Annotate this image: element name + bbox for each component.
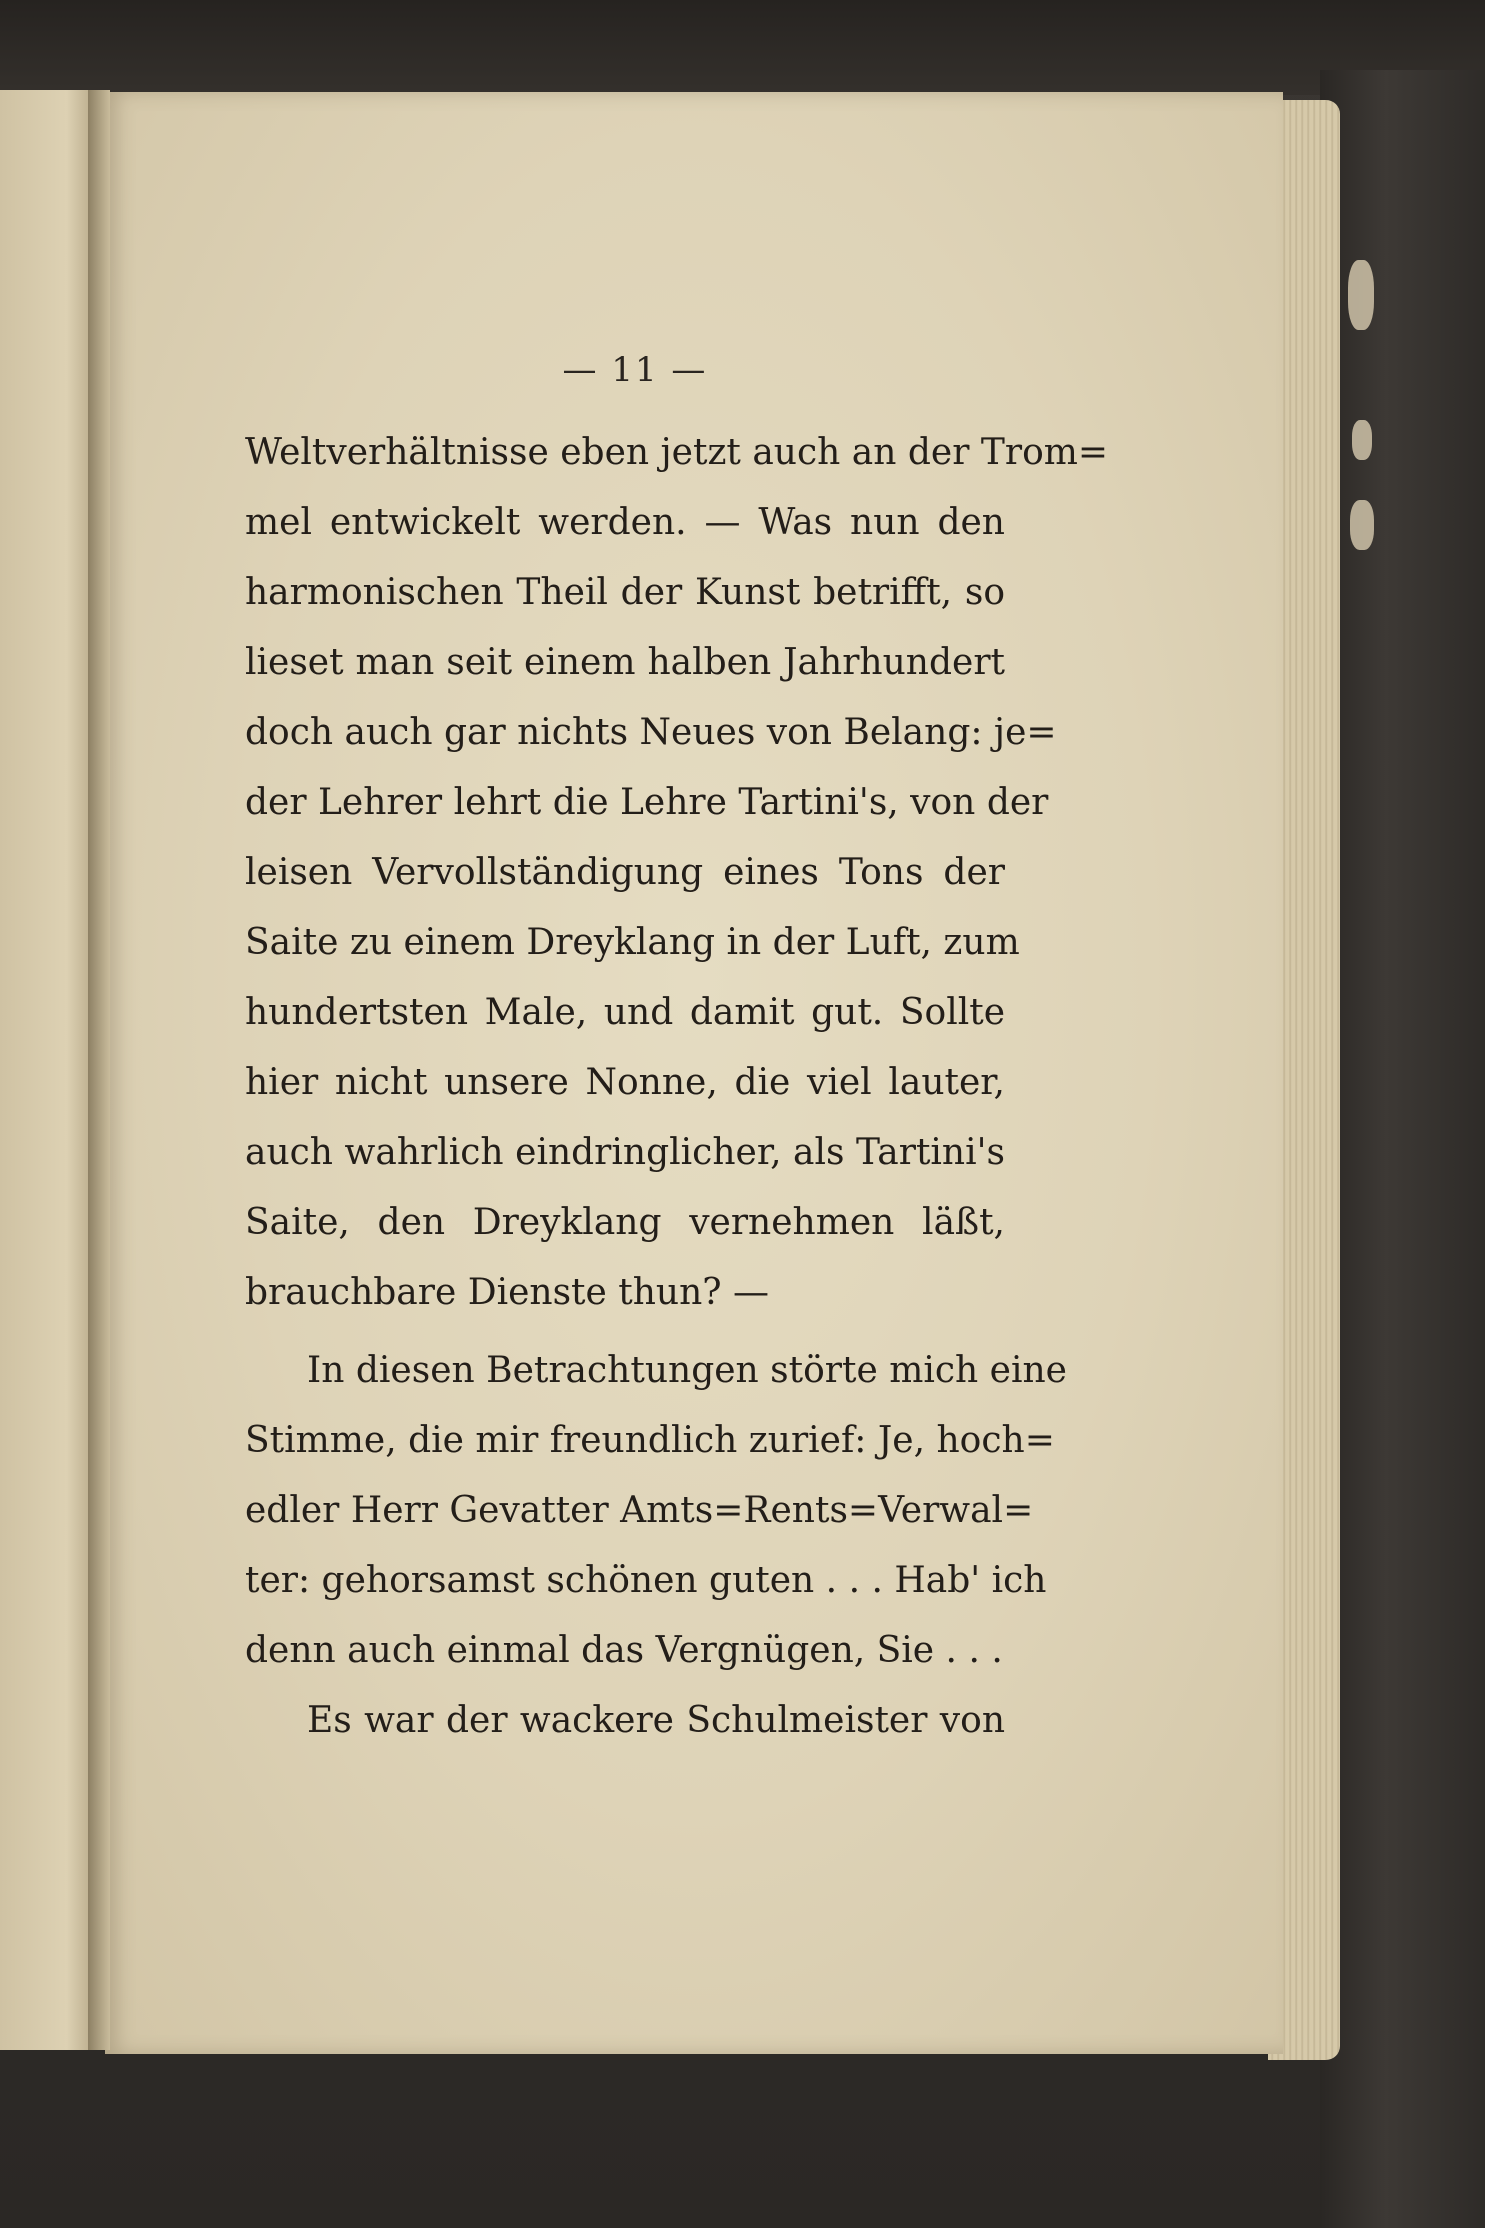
text-line: leisen Vervollständigung eines Tons der (245, 852, 1005, 893)
text-line: Stimme, die mir freundlich zurief: Je, hoch= (245, 1420, 1055, 1461)
text-line: lieset man seit einem halben Jahrhundert (245, 642, 1005, 683)
text-line: Saite zu einem Dreyklang in der Luft, zum (245, 922, 1020, 963)
page-number: — 11 — (562, 350, 708, 390)
text-line: ter: gehorsamst schönen guten . . . Hab' ich (245, 1560, 1047, 1601)
cover-wear-mark (1352, 420, 1372, 460)
text-line: auch wahrlich eindringlicher, als Tartini's (245, 1132, 1005, 1173)
book-cover-spine (1320, 70, 1485, 2228)
text-line: hier nicht unsere Nonne, die viel lauter, (245, 1062, 1005, 1103)
text-line: hundertsten Male, und damit gut. Sollte (245, 992, 1005, 1033)
text-line: In diesen Betrachtungen störte mich eine (307, 1350, 1067, 1391)
text-line: Saite, den Dreyklang vernehmen läßt, (245, 1202, 1005, 1243)
text-line: brauchbare Dienste thun? — (245, 1272, 770, 1313)
cover-wear-mark (1348, 260, 1374, 330)
paragraph (245, 418, 1109, 1328)
left-page-edge (0, 90, 95, 2050)
cover-wear-mark (1350, 500, 1374, 550)
body-text (245, 418, 1109, 1756)
text-line: Es war der wackere Schulmeister von (307, 1700, 1005, 1741)
text-line: doch auch gar nichts Neues von Belang: je= (245, 712, 1057, 753)
text-line: harmonischen Theil der Kunst betrifft, so (245, 572, 1005, 613)
text-line: mel entwickelt werden. — Was nun den (245, 502, 1005, 543)
book-cover-top (0, 0, 1485, 95)
text-line: der Lehrer lehrt die Lehre Tartini's, von der (245, 782, 1049, 823)
paragraph (245, 1336, 1067, 1686)
book-gutter (88, 90, 110, 2050)
text-line: Weltverhältnisse eben jetzt auch an der Trom= (245, 432, 1109, 473)
text-line: edler Herr Gevatter Amts=Rents=Verwal= (245, 1490, 1034, 1531)
text-line: denn auch einmal das Vergnügen, Sie . . . (245, 1630, 1003, 1671)
paragraph (245, 1686, 1005, 1756)
